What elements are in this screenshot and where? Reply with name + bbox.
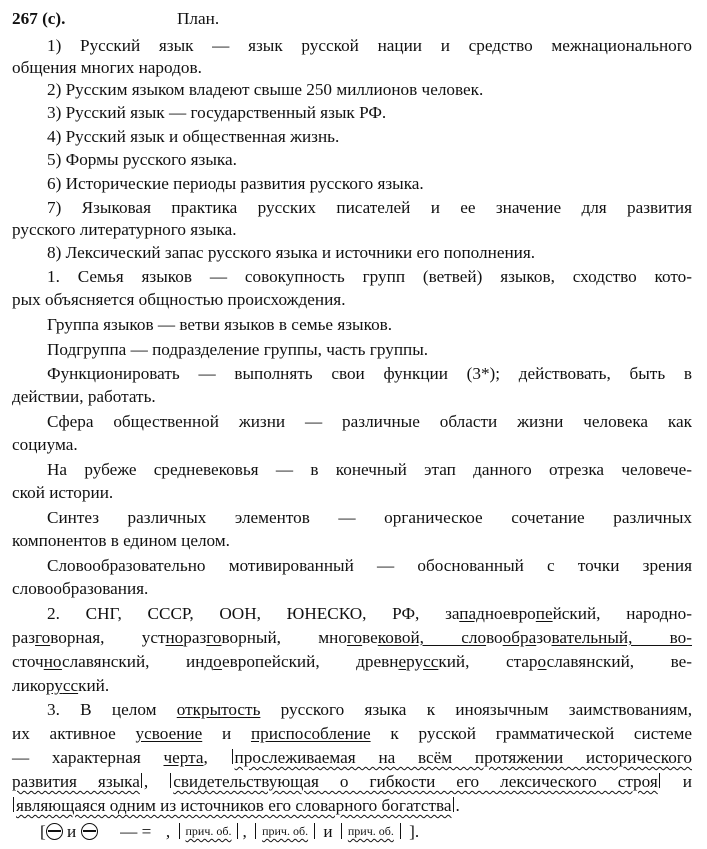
definition-5-line-2: социума.: [12, 435, 78, 454]
text-run: ,: [143, 772, 170, 791]
definition-5-line-1: Сфера общественной жизни — различные области жизни человека как: [47, 412, 692, 431]
section-2-line-2: [12, 627, 692, 649]
scheme-bracket-open: [: [40, 822, 46, 841]
section-2-line-4: [12, 675, 692, 697]
underlined-part: го: [346, 628, 363, 647]
underlined-part: сс: [62, 676, 79, 695]
text-run: лико: [12, 676, 46, 695]
text-run: и: [202, 724, 251, 743]
definition-4-line-2: действии, работать.: [12, 387, 156, 406]
participial-phrase-label: прич. об.: [185, 824, 232, 838]
participial-phrase: прослеживаемая на всём протяжении исторического: [234, 748, 693, 767]
text-run: русского языка к иноязычным заимствованиям,: [260, 700, 693, 719]
text-run: кий, стар: [438, 652, 538, 671]
participial-phrase-box: [341, 823, 401, 839]
text-run: славянский, инд: [61, 652, 214, 671]
definition-4-line-1: Функционировать — выполнять свои функции (3*); действовать, быть в: [47, 364, 692, 383]
definition-1-line-1: 1. Семья языков — совокупность групп (ветвей) языков, сходство кото-: [47, 267, 692, 286]
subject-circle-icon: [81, 823, 98, 840]
plan-item-7-line-1: 7) Языковая практика русских писателей и ее значение для развития: [47, 198, 692, 217]
subject-underline: усвоение: [135, 724, 203, 743]
sentence-scheme: [40, 821, 660, 843]
section-2-line-3: [12, 651, 692, 673]
section-3-line-3: [12, 747, 692, 769]
text-run: к русской грамматической системе: [370, 724, 693, 743]
text-run: зо: [536, 628, 552, 647]
phrase-boundary-mark: [659, 773, 661, 788]
underlined-part: но: [165, 628, 184, 647]
text-run: их активное: [12, 724, 136, 743]
scheme-comma: ,: [165, 822, 171, 841]
plan-item-1-line-1: 1) Русский язык — язык русской нации и средство межнационального: [47, 36, 692, 55]
definition-7-line-2: компонентов в едином целом.: [12, 531, 230, 550]
text-run: ,: [203, 748, 231, 767]
definition-8-line-1: Словообразовательно мотивированный — обоснованный с точки зрения: [47, 556, 692, 575]
definition-8-line-2: словообразования.: [12, 579, 149, 598]
underlined-part: го: [206, 628, 222, 647]
exercise-number: 267 (с).: [12, 9, 66, 28]
underlined-part: ру: [45, 676, 63, 695]
phrase-boundary-mark: [13, 797, 15, 812]
definition-1-line-2: рых объясняется общностью происхождения.: [12, 290, 346, 309]
text-run: европейский, древн: [221, 652, 399, 671]
plan-item-5: 5) Формы русского языка.: [47, 150, 237, 169]
plan-item-3: 3) Русский язык — государственный язык РФ.: [47, 103, 387, 122]
phrase-boundary-mark: [453, 797, 455, 812]
underlined-part: но: [43, 652, 62, 671]
underlined-part: пе: [535, 604, 553, 623]
text-run: и: [661, 772, 692, 791]
scheme-conjunction: и: [67, 822, 77, 841]
underlined-part: о: [537, 652, 547, 671]
phrase-boundary-mark: [170, 773, 172, 788]
subject-underline: приспособление: [250, 724, 371, 743]
phrase-boundary-mark: [141, 773, 143, 788]
scheme-predicate: — =: [120, 822, 152, 841]
text-run: раз: [183, 628, 207, 647]
text-run: ру: [406, 652, 424, 671]
participial-phrase-box: [255, 823, 315, 839]
definition-3: Подгруппа — подразделение группы, часть группы.: [47, 340, 429, 359]
definition-2: Группа языков — ветви языков в семье языков.: [47, 315, 393, 334]
text-run: 2. СНГ, СССР, ООН, ЮНЕСКО, РФ, за: [47, 604, 460, 623]
text-run: славянский, ве-: [546, 652, 692, 671]
text-run: .: [455, 796, 460, 815]
predicate-underline: черта: [163, 748, 204, 767]
scheme-bracket-close: ].: [409, 822, 420, 841]
participial-phrase: развития языка: [12, 772, 140, 791]
text-run: — характерная: [12, 748, 164, 767]
text-run: ноевро: [484, 604, 536, 623]
section-3-line-1: [47, 699, 692, 721]
subject-circle-icon: [46, 823, 63, 840]
participial-phrase: являющаяся одним из источников его словарного богатства: [16, 796, 452, 815]
plan-item-7-line-2: русского литературного языка.: [12, 220, 237, 239]
text-run: сточ: [12, 652, 44, 671]
plan-item-8: 8) Лексический запас русского языка и источники его пополнения.: [47, 243, 536, 262]
text-run: кий.: [78, 676, 110, 695]
phrase-boundary-mark: [232, 749, 234, 764]
participial-phrase: свидетельствующая о гибкости его лексического строя: [173, 772, 658, 791]
underlined-part: ковой, сло: [377, 628, 487, 647]
scheme-conjunction: и: [323, 822, 333, 841]
plan-item-1-line-2: общения многих народов.: [12, 58, 202, 77]
subject-underline: открытость: [176, 700, 261, 719]
definition-7-line-1: Синтез различных элементов — органическое сочетание различных: [47, 508, 692, 527]
text-run: во: [486, 628, 503, 647]
plan-item-2: 2) Русским языком владеют свыше 250 миллионов человек.: [47, 80, 484, 99]
underlined-part: пад: [459, 604, 485, 623]
definition-6-line-1: На рубеже средневековья — в конечный этап данного отрезка человече-: [47, 460, 692, 479]
text-run: 3. В целом: [47, 700, 177, 719]
plan-item-6: 6) Исторические периоды развития русского языка.: [47, 174, 424, 193]
exercise-header: [12, 8, 692, 30]
plan-item-4: 4) Русский язык и общественная жизнь.: [47, 127, 340, 146]
text-run: йский, народно-: [552, 604, 692, 623]
underlined-part: е: [398, 652, 407, 671]
underlined-part: го: [35, 628, 51, 647]
section-3-line-2: [12, 723, 692, 745]
underlined-part: о: [213, 652, 222, 671]
scheme-comma: ,: [242, 822, 247, 841]
text-run: ве: [362, 628, 378, 647]
participial-phrase-box: [179, 823, 239, 839]
participial-phrase-label: прич. об.: [347, 824, 394, 838]
participial-phrase-label: прич. об.: [262, 824, 309, 838]
section-3-line-5: [12, 795, 692, 817]
section-2-line-1: [47, 603, 692, 625]
plan-title: План.: [177, 9, 220, 28]
text-run: ворный, мно: [221, 628, 347, 647]
underlined-part: сс: [423, 652, 439, 671]
text-run: ворная, уст: [50, 628, 166, 647]
text-run: раз: [12, 628, 36, 647]
definition-6-line-2: ской истории.: [12, 483, 114, 502]
underlined-part: обра: [502, 628, 537, 647]
underlined-part: вательный, во-: [551, 628, 692, 647]
section-3-line-4: [12, 771, 692, 793]
